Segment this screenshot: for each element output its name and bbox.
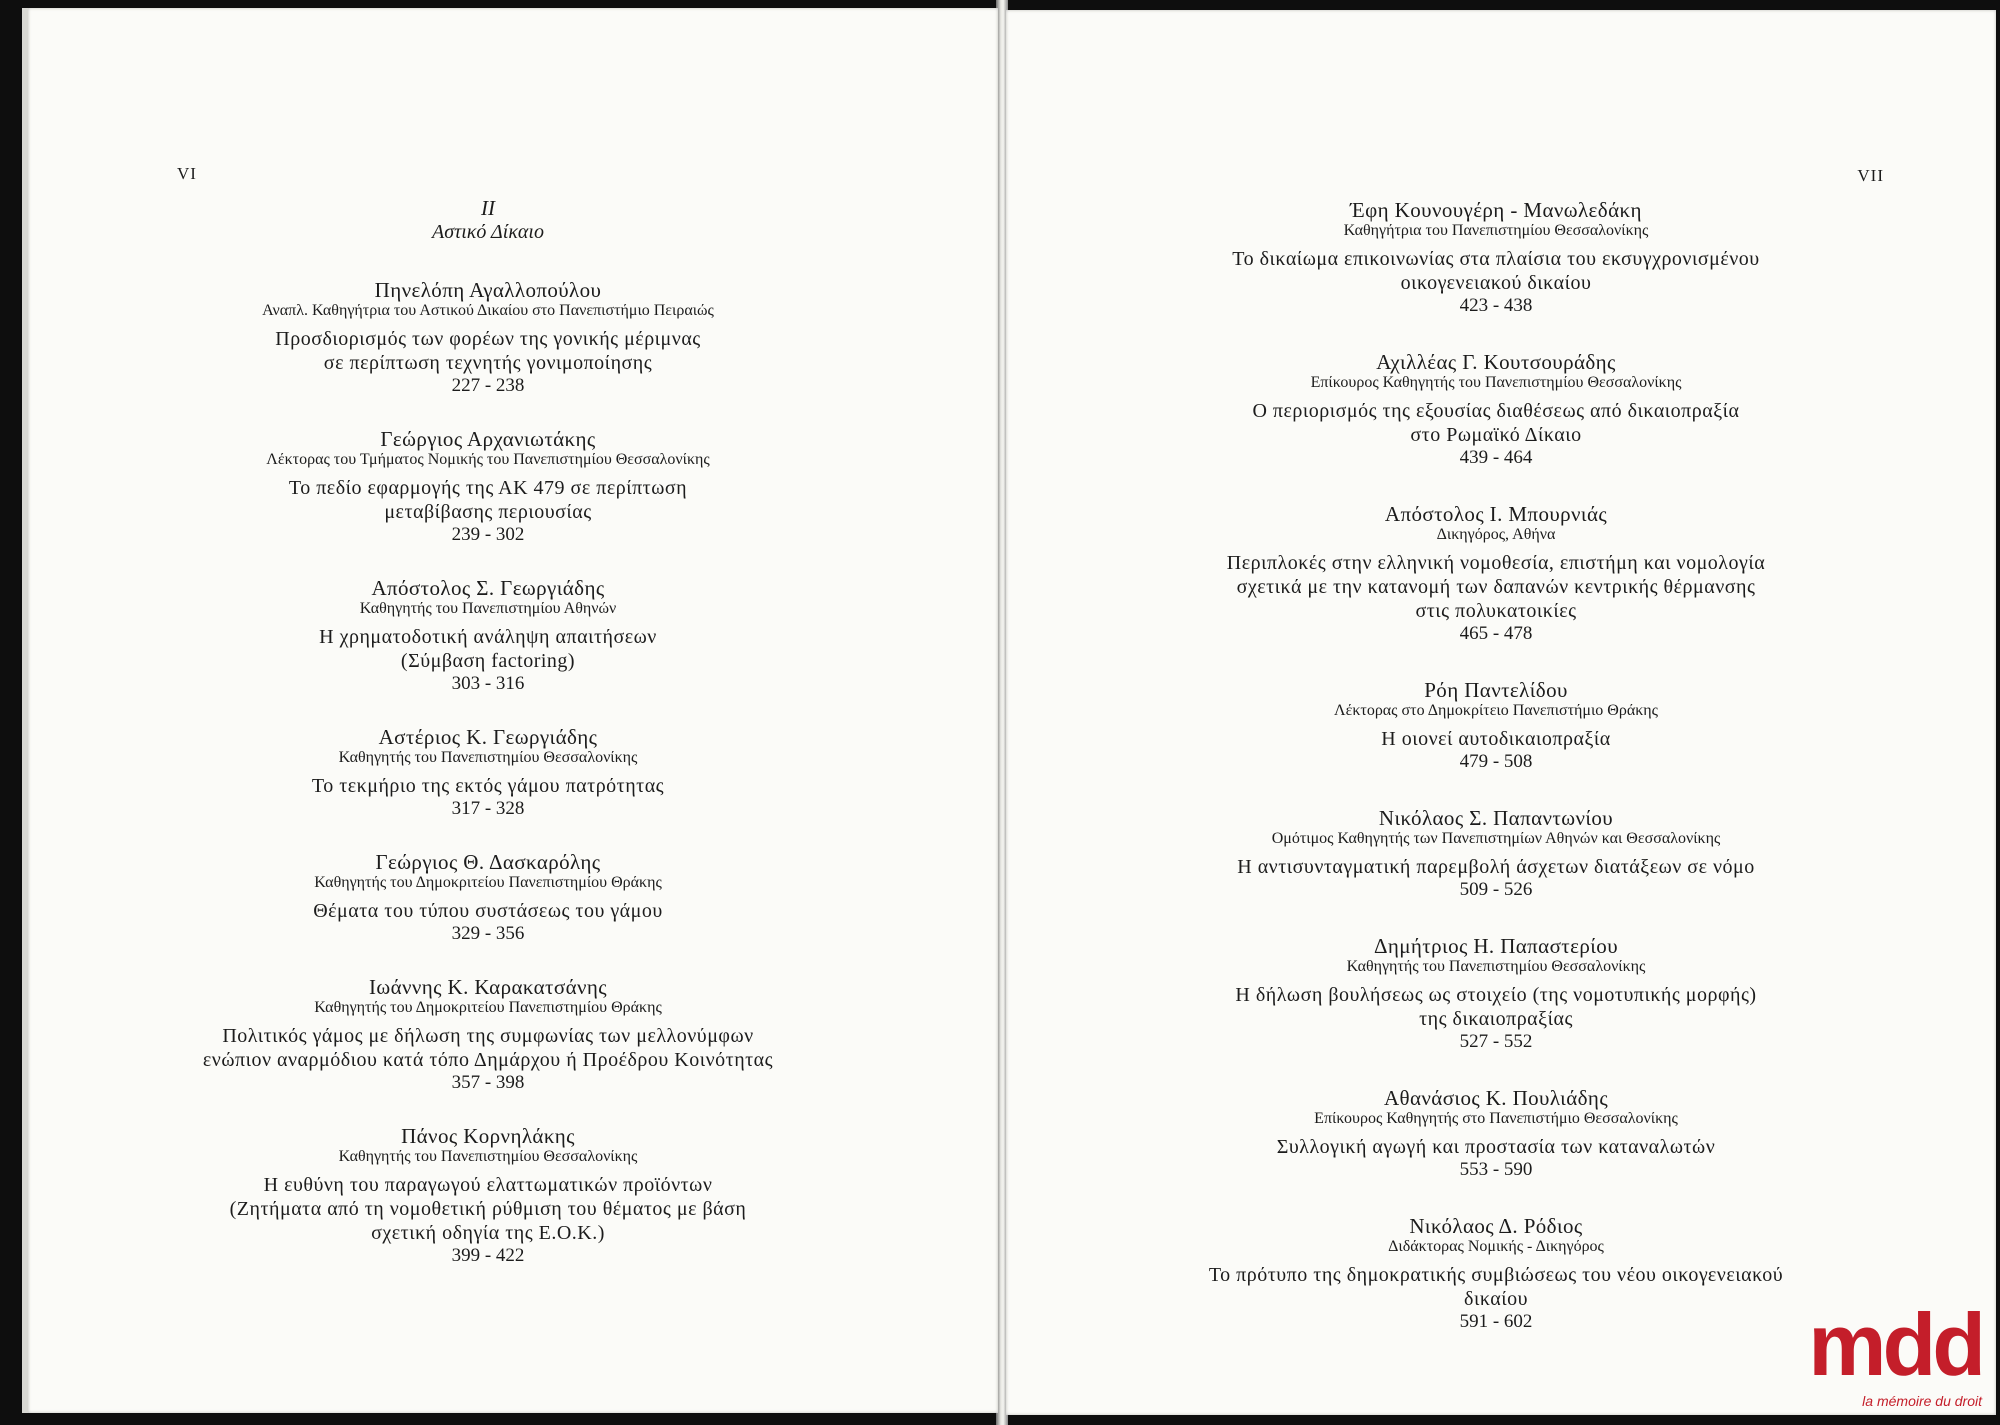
toc-entry: [1076, 1214, 1916, 1333]
entry-title-line: Η δήλωση βουλήσεως ως στοιχείο (της νομοτυπικής μορφής): [1235, 984, 1757, 1006]
entry-affiliation: Καθηγητής του Δημοκριτείου Πανεπιστημίου Θράκης: [314, 874, 662, 891]
entry-title-line: ενώπιον αναρμόδιου κατά τόπο Δημάρχου ή Προέδρου Κοινότητας: [202, 1049, 774, 1071]
entry-page-range: 479 - 508: [1459, 751, 1533, 772]
section-title: Αστικό Δίκαιο: [432, 221, 544, 243]
entry-title-line: Η αντισυνταγματική παρεμβολή άσχετων διατάξεων σε νόμο: [1237, 856, 1755, 878]
entry-title-line: σχετικά με την κατανομή των δαπανών κεντρικής θέρμανσης: [1236, 576, 1756, 598]
entry-title-line: Το πρότυπο της δημοκρατικής συμβιώσεως του νέου οικογενειακού: [1208, 1264, 1784, 1286]
entry-affiliation: Λέκτορας του Τμήματος Νομικής του Πανεπιστημίου Θεσσαλονίκης: [266, 451, 710, 468]
entry-title-line: της δικαιοπραξίας: [1419, 1008, 1573, 1030]
entry-title-line: μεταβίβασης περιουσίας: [384, 501, 592, 523]
entry-page-range: 357 - 398: [451, 1072, 525, 1093]
entry-affiliation: Λέκτορας στο Δημοκρίτειο Πανεπιστήμιο Θράκης: [1334, 702, 1658, 719]
entry-page-range: 399 - 422: [451, 1245, 525, 1266]
entry-affiliation: Ομότιμος Καθηγητής των Πανεπιστημίων Αθηνών και Θεσσαλονίκης: [1271, 830, 1721, 847]
entry-title-line: Περιπλοκές στην ελληνική νομοθεσία, επιστήμη και νομολογία: [1226, 552, 1766, 574]
entry-page-range: 591 - 602: [1459, 1311, 1533, 1332]
toc-entry: [1076, 1086, 1916, 1181]
entry-author: Γεώργιος Αρχανιωτάκης: [380, 427, 596, 451]
toc-entry: [68, 850, 908, 945]
entry-affiliation: Καθηγητής του Πανεπιστημίου Θεσσαλονίκης: [1346, 958, 1646, 975]
toc-entry: [1076, 678, 1916, 773]
entry-page-range: 239 - 302: [451, 524, 525, 545]
section-number: II: [481, 196, 495, 220]
entry-affiliation: Καθηγητής του Πανεπιστημίου Θεσσαλονίκης: [338, 749, 638, 766]
entry-title-line: σχετική οδηγία της Ε.Ο.Κ.): [371, 1222, 605, 1244]
entry-title-line: Ο περιορισμός της εξουσίας διαθέσεως από δικαιοπραξία: [1252, 400, 1740, 422]
entry-title-line: στις πολυκατοικίες: [1415, 600, 1577, 622]
entry-title-line: Το πεδίο εφαρμογής της ΑΚ 479 σε περίπτωση: [288, 477, 688, 499]
entry-page-range: 553 - 590: [1459, 1159, 1533, 1180]
entry-author: Ιωάννης Κ. Καρακατσάνης: [368, 975, 608, 999]
right-toc-column: [1076, 198, 1916, 1366]
entry-title-line: Πολιτικός γάμος με δήλωση της συμφωνίας των μελλονύμφων: [222, 1025, 754, 1047]
entry-page-range: 329 - 356: [451, 923, 525, 944]
entry-author: Γεώργιος Θ. Δασκαρόλης: [375, 850, 601, 874]
entry-affiliation: Καθηγητής του Πανεπιστημίου Αθηνών: [359, 600, 617, 617]
entry-title-line: Συλλογική αγωγή και προστασία των καταναλωτών: [1276, 1136, 1716, 1158]
entry-title-line: οικογενειακού δικαίου: [1400, 272, 1592, 294]
entry-title-line: Η χρηματοδοτική ανάληψη απαιτήσεων: [319, 626, 657, 648]
entry-author: Νικόλαος Δ. Ρόδιος: [1409, 1214, 1583, 1238]
page-number-right: VII: [1857, 166, 1884, 185]
toc-entry: [68, 576, 908, 695]
entry-title-line: στο Ρωμαϊκό Δίκαιο: [1410, 424, 1582, 446]
toc-entry: [68, 975, 908, 1094]
entry-author: Αστέριος Κ. Γεωργιάδης: [378, 725, 598, 749]
left-toc-column: [68, 196, 908, 1297]
left-page: [22, 8, 998, 1413]
entry-affiliation: Καθηγητής του Δημοκριτείου Πανεπιστημίου Θράκης: [314, 999, 662, 1016]
entry-affiliation: Καθηγήτρια του Πανεπιστημίου Θεσσαλονίκης: [1343, 222, 1649, 239]
entry-affiliation: Αναπλ. Καθηγήτρια του Αστικού Δικαίου στο Πανεπιστήμιο Πειραιώς: [262, 302, 714, 319]
entry-affiliation: Επίκουρος Καθηγητής του Πανεπιστημίου Θεσσαλονίκης: [1310, 374, 1682, 391]
entry-author: Δημήτριος Η. Παπαστερίου: [1373, 934, 1618, 958]
entry-title-line: δικαίου: [1464, 1288, 1528, 1310]
logo-tagline: la mémoire du droit: [1862, 1393, 1982, 1409]
entry-affiliation: Διδάκτορας Νομικής - Δικηγόρος: [1388, 1238, 1604, 1255]
section-heading: [68, 196, 908, 244]
toc-entry: [1076, 806, 1916, 901]
entry-author: Αθανάσιος Κ. Πουλιάδης: [1383, 1086, 1609, 1110]
toc-entry: [68, 1124, 908, 1267]
entry-title-line: (Σύμβαση factoring): [400, 650, 576, 672]
entry-title-line: Η οιονεί αυτοδικαιοπραξία: [1381, 728, 1611, 750]
watermark-logo: [1808, 1295, 1990, 1411]
entry-page-range: 227 - 238: [451, 375, 525, 396]
toc-entry: [1076, 502, 1916, 645]
entry-author: Απόστολος Σ. Γεωργιάδης: [371, 576, 605, 600]
entry-page-range: 317 - 328: [451, 798, 525, 819]
entry-title-line: Προσδιορισμός των φορέων της γονικής μέριμνας: [275, 328, 701, 350]
entry-affiliation: Καθηγητής του Πανεπιστημίου Θεσσαλονίκης: [338, 1148, 638, 1165]
entry-title-line: Το τεκμήριο της εκτός γάμου πατρότητας: [311, 775, 665, 797]
toc-entry: [68, 725, 908, 820]
right-page: [1006, 10, 1996, 1415]
entry-author: Νικόλαος Σ. Παπαντωνίου: [1378, 806, 1614, 830]
entry-affiliation: Επίκουρος Καθηγητής στο Πανεπιστήμιο Θεσσαλονίκης: [1314, 1110, 1678, 1127]
entry-author: Πάνος Κορνηλάκης: [401, 1124, 575, 1148]
entry-author: Πηνελόπη Αγαλλοπούλου: [374, 278, 602, 302]
entry-affiliation: Δικηγόρος, Αθήνα: [1436, 526, 1556, 543]
logo-mark: mdd: [1808, 1295, 1982, 1394]
right-entries: [1076, 198, 1916, 1333]
entry-title-line: σε περίπτωση τεχνητής γονιμοποίησης: [323, 352, 653, 374]
toc-entry: [1076, 198, 1916, 317]
page-number-left: VI: [177, 164, 197, 183]
toc-entry: [1076, 934, 1916, 1053]
entry-page-range: 439 - 464: [1459, 447, 1533, 468]
entry-title-line: (Ζητήματα από τη νομοθετική ρύθμιση του θέματος με βάση: [229, 1198, 747, 1220]
entry-author: Ρόη Παντελίδου: [1424, 678, 1568, 702]
entry-author: Απόστολος Ι. Μπουρνιάς: [1384, 502, 1608, 526]
entry-title-line: Θέματα του τύπου συστάσεως του γάμου: [313, 900, 663, 922]
toc-entry: [68, 278, 908, 397]
entry-page-range: 423 - 438: [1459, 295, 1533, 316]
toc-entry: [1076, 350, 1916, 469]
entry-page-range: 465 - 478: [1459, 623, 1533, 644]
entry-page-range: 509 - 526: [1459, 879, 1533, 900]
entry-page-range: 303 - 316: [451, 673, 525, 694]
left-entries: [68, 278, 908, 1267]
entry-author: Έφη Κουνουγέρη - Μανωλεδάκη: [1350, 198, 1642, 222]
toc-entry: [68, 427, 908, 546]
entry-title-line: Το δικαίωμα επικοινωνίας στα πλαίσια του εκσυγχρονισμένου: [1232, 248, 1760, 270]
entry-page-range: 527 - 552: [1459, 1031, 1533, 1052]
entry-author: Αχιλλέας Γ. Κουτσουράδης: [1376, 350, 1616, 374]
entry-title-line: Η ευθύνη του παραγωγού ελαττωματικών προϊόντων: [263, 1174, 713, 1196]
